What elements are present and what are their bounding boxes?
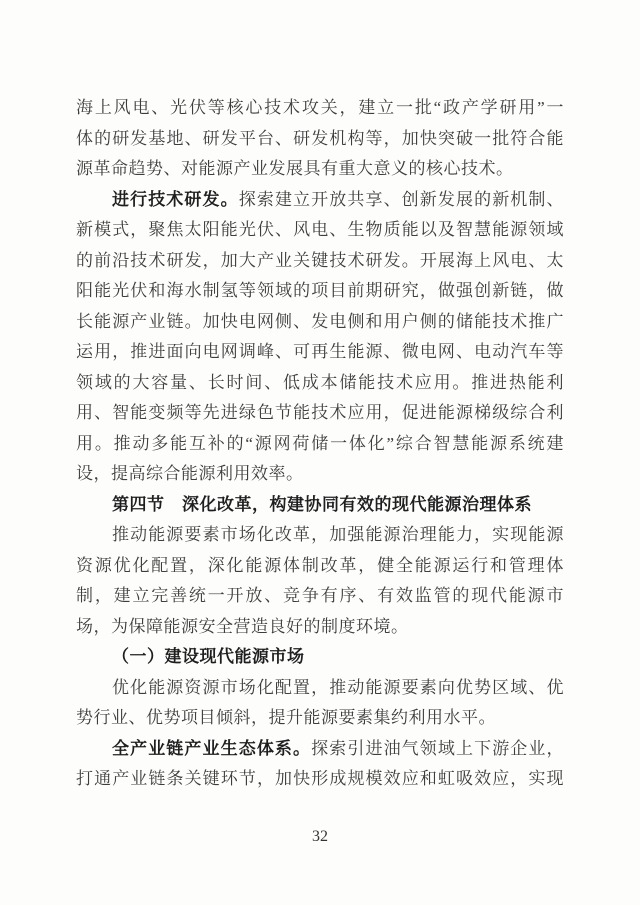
bold-text-segment: 第四节 深化改革，构建协同有效的现代能源治理体系: [112, 494, 532, 514]
text-segment: 优化能源资源市场化配置，推动能源要素向优势区域、优: [112, 677, 564, 697]
text-segment: 领域的大容量、长时间、低成本储能技术应用。推进热能利: [76, 372, 564, 392]
text-segment: 海上风电、光伏等核心技术攻关，建立一批“政产学研用”一: [76, 98, 564, 117]
text-line: [76, 398, 564, 429]
text-segment: 推动能源要素市场化改革，加强能源治理能力，实现能源: [112, 525, 564, 544]
text-line: [76, 703, 564, 734]
text-segment: 源革命趋势、对能源产业发展具有重大意义的核心技术。: [76, 159, 514, 178]
text-line: [76, 337, 564, 368]
section-heading: [76, 490, 564, 521]
text-line: [76, 520, 564, 551]
text-line: [76, 93, 564, 124]
text-segment: 资源优化配置，深化能源体制改革，健全能源运行和管理体: [76, 555, 564, 575]
text-line: [76, 185, 564, 216]
text-segment: 场，为保障能源安全营造良好的制度环境。: [76, 616, 409, 636]
text-segment: 的前沿技术研发，加大产业关键技术研发。开展海上风电、太: [76, 250, 564, 270]
text-line: [76, 368, 564, 399]
bold-text-segment: 全产业链产业生态体系。: [112, 738, 312, 758]
text-line: [76, 612, 564, 643]
text-segment: 探索建立开放共享、创新发展的新机制、: [238, 189, 564, 209]
page-number-label: 32: [312, 828, 328, 845]
text-line: [76, 154, 564, 185]
text-line: [76, 734, 564, 765]
page-body: [76, 93, 564, 795]
text-line: [76, 581, 564, 612]
bold-text-segment: 进行技术研发。: [112, 189, 239, 209]
text-segment: 体的研发基地、研发平台、研发机构等，加快突破一批符合能: [76, 128, 564, 148]
text-line: [76, 551, 564, 582]
text-line: [76, 276, 564, 307]
text-segment: 用、智能变频等先进绿色节能技术应用，促进能源梯级综合利: [76, 403, 564, 422]
text-segment: 运用，推进面向电网调峰、可再生能源、微电网、电动汽车等: [76, 342, 564, 361]
text-segment: 新模式，聚焦太阳能光伏、风电、生物质能以及智慧能源领域: [76, 220, 564, 239]
text-line: [76, 429, 564, 460]
text-segment: 制，建立完善统一开放、竞争有序、有效监管的现代能源市: [76, 586, 564, 605]
text-line: [76, 124, 564, 155]
text-segment: 打通产业链条关键环节，加快形成规模效应和虹吸效应，实现: [76, 769, 564, 788]
text-segment: 阳能光伏和海水制氢等领域的项目前期研究，做强创新链，做: [76, 281, 564, 300]
text-segment: 势行业、优势项目倾斜，提升能源要素集约利用水平。: [76, 708, 496, 727]
sub-heading: [76, 642, 564, 673]
text-line: [76, 459, 564, 490]
text-segment: 探索引进油气领域上下游企业，: [311, 738, 564, 758]
bold-text-segment: （一）建设现代能源市场: [112, 647, 305, 666]
text-segment: 长能源产业链。加快电网侧、发电侧和用户侧的储能技术推广: [76, 311, 564, 331]
text-line: [76, 246, 564, 277]
text-line: [76, 307, 564, 338]
text-line: [76, 215, 564, 246]
text-segment: 用。推动多能互补的“源网荷储一体化”综合智慧能源系统建: [76, 433, 564, 453]
text-line: [76, 673, 564, 704]
text-line: [76, 764, 564, 795]
text-segment: 设，提高综合能源利用效率。: [76, 464, 304, 483]
